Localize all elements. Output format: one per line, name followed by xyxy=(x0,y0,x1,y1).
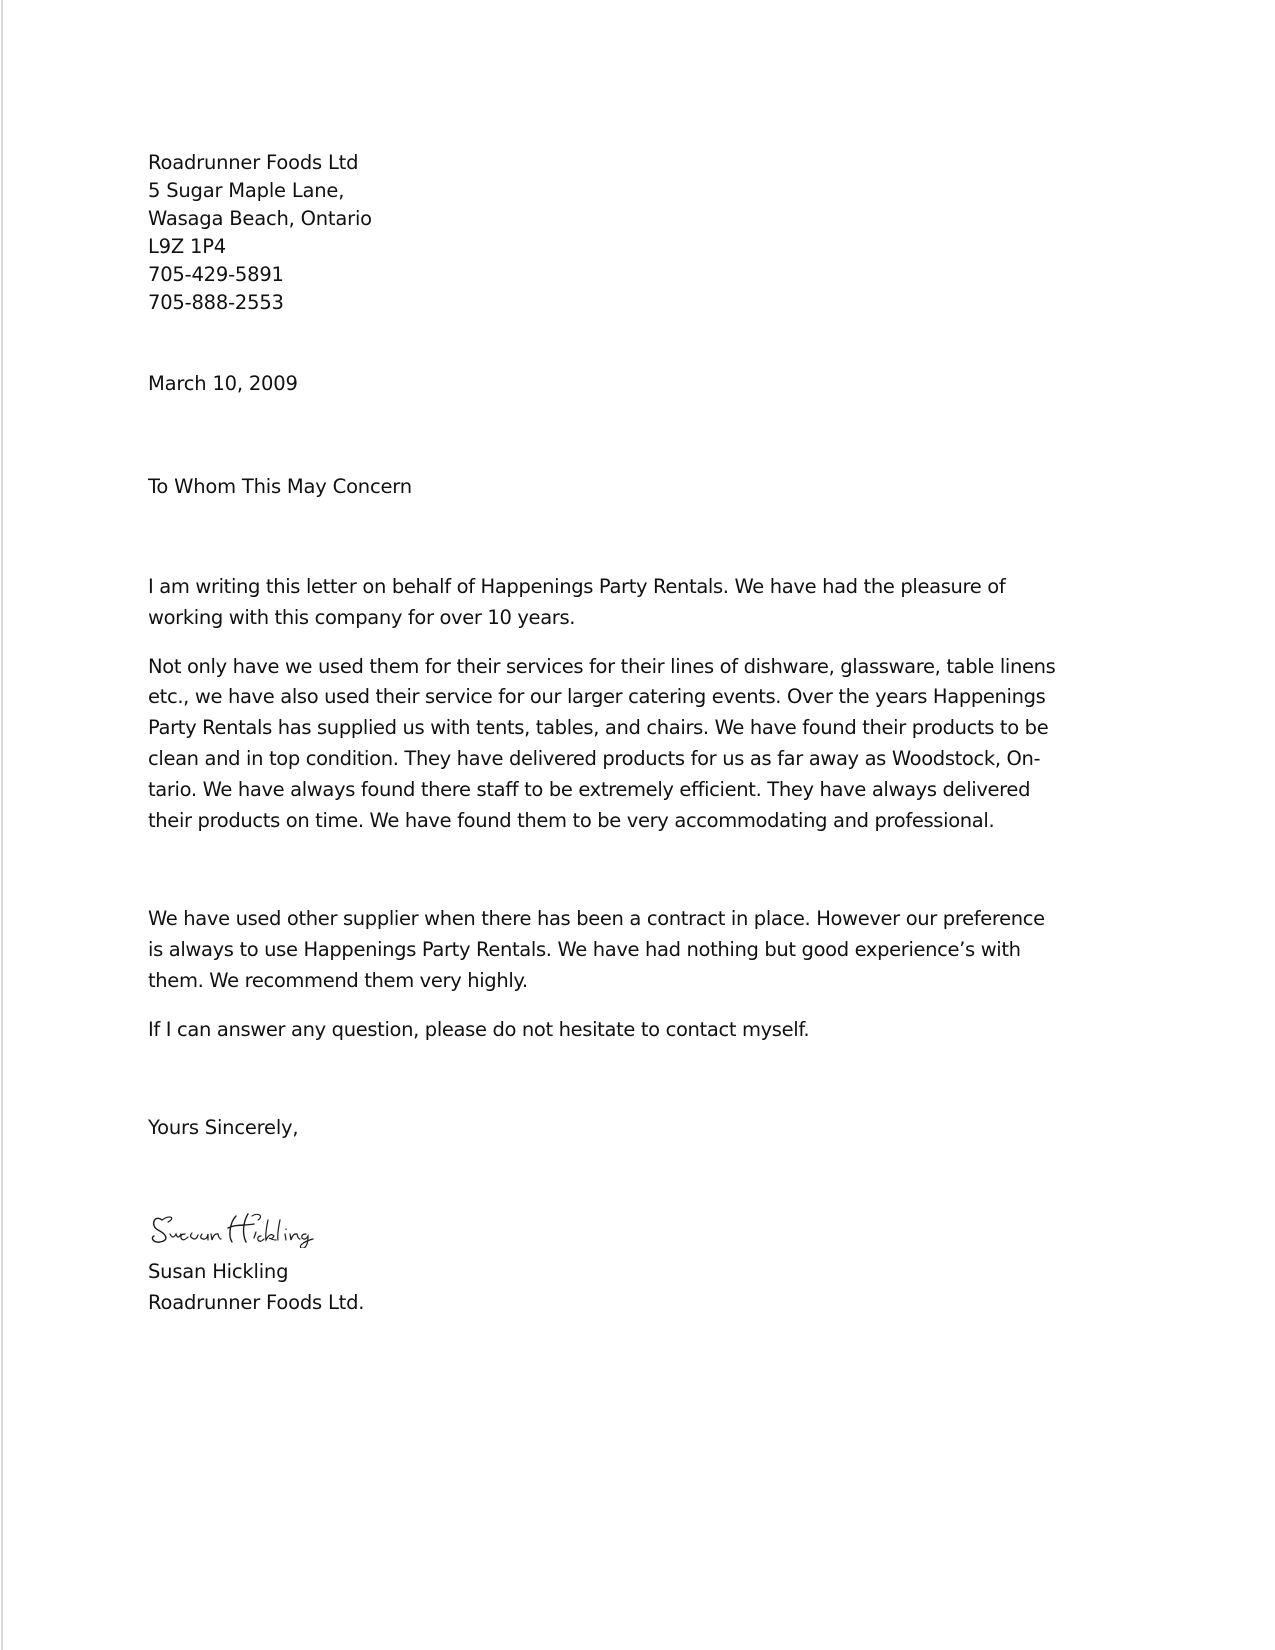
signer-company: Roadrunner Foods Ltd. xyxy=(148,1290,365,1314)
signature-drawing xyxy=(148,1204,388,1248)
salutation: To Whom This May Concern xyxy=(148,475,412,498)
body-paragraph-1 xyxy=(148,572,1138,634)
paragraph-line: tario. We have always found there staff to be extremely efficient. They have always delivered xyxy=(148,777,1031,801)
paragraph-line: clean and in top condition. They have delivered products for us as far away as Woodstock, On- xyxy=(148,746,1041,770)
closing: Yours Sincerely, xyxy=(148,1115,299,1139)
signer-name: Susan Hickling xyxy=(148,1259,289,1283)
sender-company: Roadrunner Foods Ltd xyxy=(148,151,359,174)
sender-phone-2: 705-888-2553 xyxy=(148,291,284,314)
body-paragraph-4 xyxy=(148,1015,1138,1046)
body-paragraph-2 xyxy=(148,652,1138,837)
sender-postal-code: L9Z 1P4 xyxy=(148,235,226,258)
sender-phone-1: 705-429-5891 xyxy=(148,263,284,286)
letter-date: March 10, 2009 xyxy=(148,372,298,395)
paragraph-line: Party Rentals has supplied us with tents, tables, and chairs. We have found their products to be xyxy=(148,716,1049,740)
paragraph-line: Not only have we used them for their services for their lines of dishware, glassware, table linens xyxy=(148,654,1056,678)
paragraph-line: them. We recommend them very highly. xyxy=(148,968,528,992)
letter-content xyxy=(148,149,1138,1317)
paragraph-line: We have used other supplier when there has been a contract in place. However our preference xyxy=(148,907,1045,931)
sender-city: Wasaga Beach, Ontario xyxy=(148,207,372,230)
body-paragraph-3 xyxy=(148,904,1138,996)
page-edge-rule xyxy=(1,0,3,1650)
handwritten-signature xyxy=(148,1204,388,1248)
paragraph-line: If I can answer any question, please do not hesitate to contact myself. xyxy=(148,1017,810,1041)
paragraph-line: their products on time. We have found them to be very accommodating and professional. xyxy=(148,808,995,832)
paragraph-line: I am writing this letter on behalf of Happenings Party Rentals. We have had the pleasure of xyxy=(148,575,1006,598)
paragraph-line: working with this company for over 10 years. xyxy=(148,605,576,629)
sender-address-block xyxy=(148,149,1138,317)
paragraph-line: etc., we have also used their service for our larger catering events. Over the years Happenings xyxy=(148,685,1046,709)
sender-street: 5 Sugar Maple Lane, xyxy=(148,179,345,202)
paragraph-line: is always to use Happenings Party Rentals. We have had nothing but good experience’s with xyxy=(148,938,1021,962)
